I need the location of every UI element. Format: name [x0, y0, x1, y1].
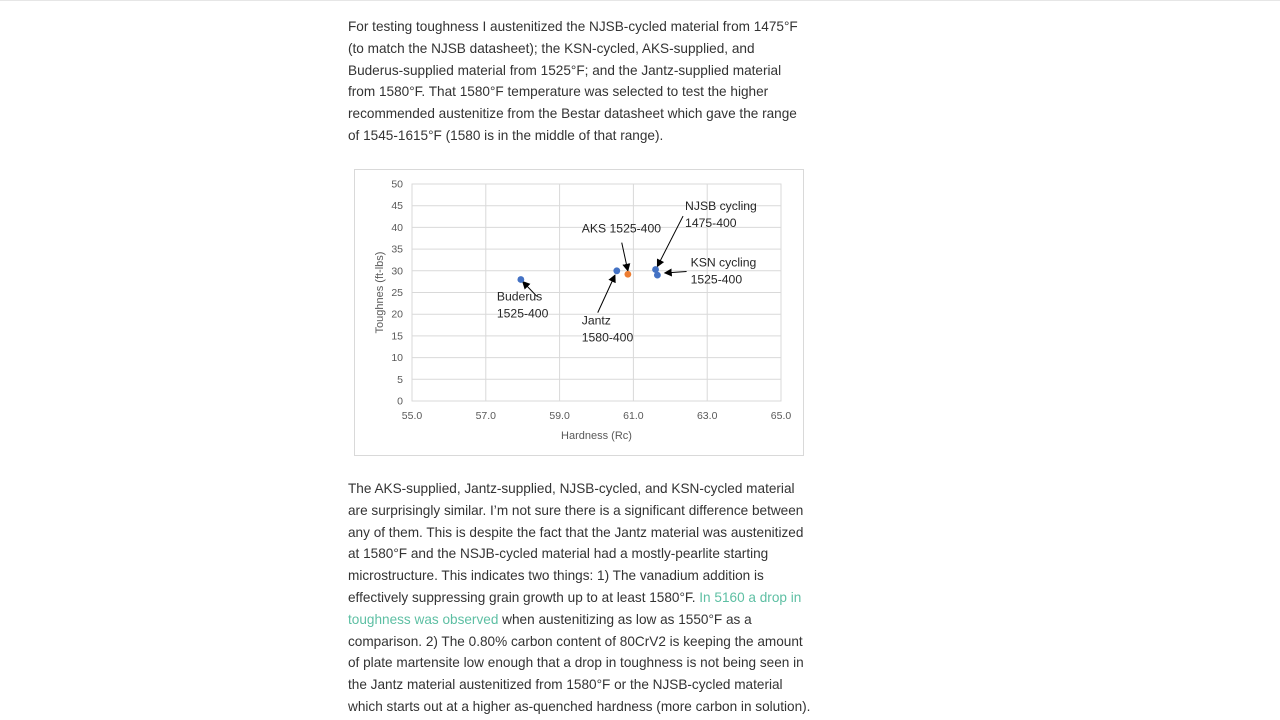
annotation-label: 1580-400 [581, 330, 634, 345]
x-tick-label: 57.0 [475, 410, 497, 422]
x-tick-label: 55.0 [401, 410, 423, 422]
paragraph-line: For testing toughness I austenitized the NJSB-cycled material from 1475°F [348, 19, 798, 34]
y-tick-label: 15 [391, 330, 403, 343]
paragraph-text: comparison. 2) The 0.80% carbon content of 80CrV2 is keeping the amount [348, 633, 803, 649]
paragraph-line [348, 609, 818, 631]
paragraph-text: the Jantz material austenitized from 1580°F or the NJSB-cycled material [348, 677, 783, 693]
annotation-label: 1475-400 [685, 216, 737, 231]
annotation-label: NJSB cycling [685, 199, 757, 214]
y-tick-label: 50 [391, 178, 403, 191]
paragraph-text: of plate martensite low enough that a drop in toughness is not being seen in [348, 655, 804, 671]
paragraph-line [348, 478, 818, 500]
paragraph-text: microstructure. This indicates two things: 1) The vanadium addition is [348, 568, 764, 584]
y-tick-label: 45 [391, 200, 403, 213]
paragraph-text: at 1580°F and the NSJB-cycled material had a mostly-pearlite starting [348, 546, 769, 562]
annotation-label: 1525-400 [690, 272, 743, 287]
paragraph-discussion [348, 478, 818, 718]
y-tick-label: 40 [391, 221, 403, 234]
data-point [613, 267, 620, 274]
article-body [348, 16, 818, 147]
y-axis-title: Toughnes (ft-lbs) [374, 251, 386, 334]
data-point [624, 271, 631, 278]
paragraph-line [348, 587, 818, 609]
data-point [517, 276, 524, 283]
y-tick-label: 5 [397, 373, 403, 386]
inline-link-5160-toughness[interactable]: toughness was observed [348, 611, 499, 627]
y-tick-label: 25 [391, 287, 403, 299]
paragraph-line: from 1580°F. That 1580°F temperature was selected to test the higher [348, 84, 769, 100]
x-axis-title: Hardness (Rc) [561, 430, 632, 442]
annotation-label: Jantz [581, 313, 611, 328]
annotation-label: Buderus [496, 289, 543, 304]
toughness-chart-figure [354, 169, 804, 456]
paragraph-line [348, 565, 818, 587]
annotation-label: KSN cycling [690, 255, 757, 270]
paragraph-text: effectively suppressing grain growth up to at least 1580°F. [348, 589, 700, 605]
x-tick-label: 63.0 [696, 410, 718, 422]
annotation-label: 1525-400 [496, 306, 549, 321]
paragraph-line: recommended austenitize from the Bestar datasheet which gave the range [348, 106, 797, 122]
paragraph-text: which starts out at a higher as-quenched hardness (more carbon in solution). [348, 698, 811, 714]
paragraph-text: are surprisingly similar. I’m not sure there is a significant difference between [348, 502, 804, 518]
paragraph-line [348, 522, 818, 544]
paragraph-line: Buderus-supplied material from 1525°F; and the Jantz-supplied material [348, 62, 782, 78]
paragraph-line [348, 543, 818, 565]
paragraph-line [348, 652, 818, 674]
y-tick-label: 35 [391, 243, 403, 256]
scatter-chart [355, 170, 803, 455]
data-point [654, 272, 661, 279]
article-body-continued [348, 478, 818, 718]
x-tick-label: 65.0 [770, 410, 792, 422]
paragraph-intro [348, 16, 818, 147]
y-tick-label: 30 [391, 265, 403, 278]
paragraph-line [348, 696, 818, 718]
paragraph-line: (to match the NJSB datasheet); the KSN-cycled, AKS-supplied, and [348, 40, 755, 56]
paragraph-line [348, 631, 818, 653]
x-tick-label: 61.0 [623, 410, 644, 422]
y-tick-label: 0 [397, 395, 403, 408]
paragraph-text: when austenitizing as low as 1550°F as a [498, 611, 752, 627]
top-divider [0, 0, 1280, 1]
paragraph-line: of 1545-1615°F (1580 is in the middle of that range). [348, 127, 664, 143]
x-tick-label: 59.0 [549, 410, 570, 422]
annotation-label: AKS 1525-400 [581, 221, 662, 236]
paragraph-line [348, 674, 818, 696]
paragraph-text: any of them. This is despite the fact that the Jantz material was austenitized [348, 524, 804, 540]
paragraph-text: The AKS-supplied, Jantz-supplied, NJSB-cycled, and KSN-cycled material [348, 481, 795, 496]
paragraph-line [348, 500, 818, 522]
y-tick-label: 10 [391, 352, 403, 365]
inline-link-5160-toughness[interactable]: In 5160 a drop in [699, 589, 802, 605]
y-tick-label: 20 [391, 308, 403, 321]
